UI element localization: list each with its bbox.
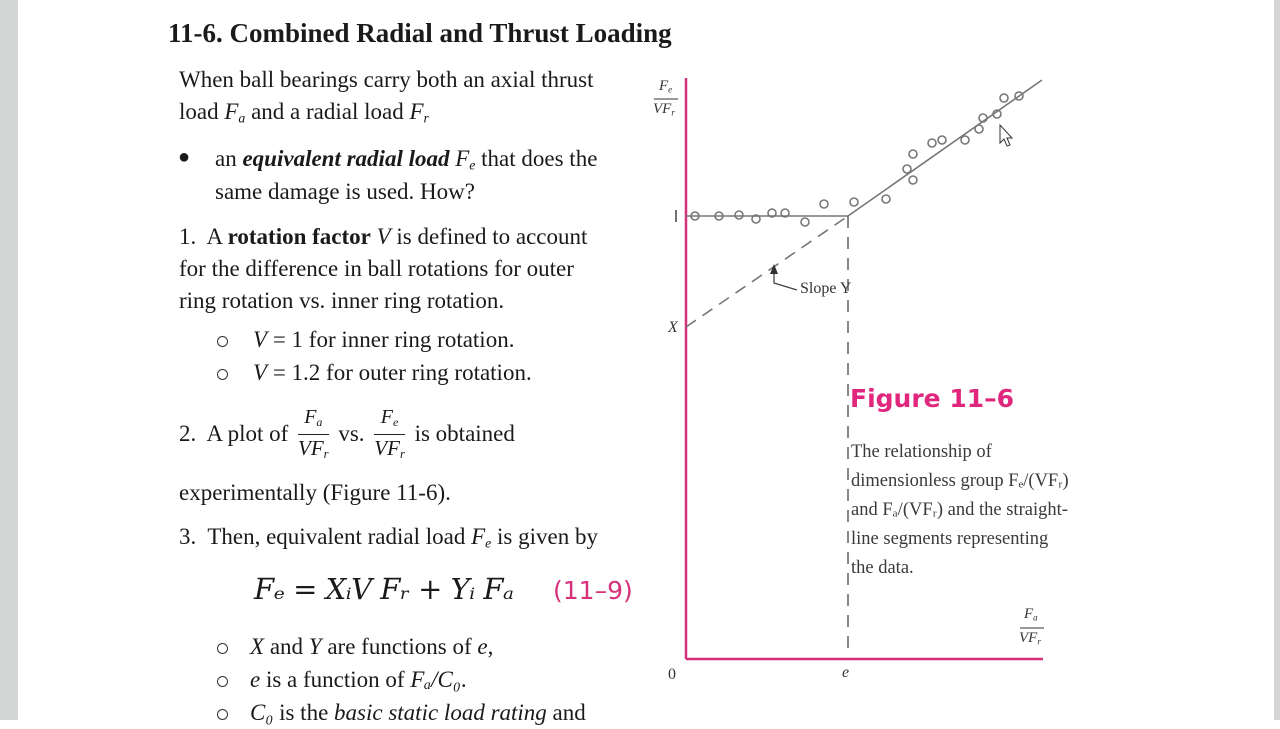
data-points bbox=[691, 92, 1023, 226]
slope-annotation: Slope Y bbox=[800, 280, 852, 297]
item-1-line-2: for the difference in ball rotations for outer bbox=[179, 256, 574, 281]
x-tick-e: e bbox=[842, 664, 850, 681]
item-2-line-1: 2. A plot of $\frac{F_a}{VF_r}$ vs. $\frac{F_e}{VF_r}$ is obtained bbox=[179, 404, 515, 467]
y-axis-label-den: $VF_r$ bbox=[653, 101, 675, 118]
item-3-sub-2: e is a function of Fₐ/C₀. bbox=[250, 667, 467, 692]
fraction-fe-vfr: $\frac{F_e}{VF_r}$ bbox=[374, 405, 405, 461]
item-1-sub-1: V = 1 for inner ring rotation. bbox=[253, 327, 515, 352]
fraction-fa-vfr: $\frac{F_a}{VF_r}$ bbox=[298, 405, 329, 461]
item-1-line-3: ring rotation vs. inner ring rotation. bbox=[179, 288, 505, 313]
x-axis-label-num: $F_a$ bbox=[1024, 606, 1038, 623]
bullet-1-line-2: same damage is used. How? bbox=[215, 179, 475, 204]
sloped-segment bbox=[848, 80, 1042, 216]
bullet-1-line-1: an equivalent radial load $F_e$ that does the bbox=[215, 146, 598, 173]
x-axis-label-den: $VF_r$ bbox=[1019, 630, 1041, 647]
intro-line-1: When ball bearings carry both an axial thrust bbox=[179, 67, 594, 92]
item-2-line-2: experimentally (Figure 11-6). bbox=[179, 480, 451, 505]
intro-line-2: load $F_a$ and a radial load $F_r$ bbox=[179, 99, 429, 126]
figure-title: Figure 11–6 bbox=[850, 384, 1015, 413]
item-1-line-1: 1. A rotation factor V is defined to account bbox=[179, 224, 588, 249]
item-3-sub-3: C₀ is the basic static load rating and bbox=[250, 700, 586, 725]
dashed-extension bbox=[686, 216, 848, 327]
equation-number: (11–9) bbox=[553, 576, 633, 605]
item-3-line-1: 3. Then, equivalent radial load $F_e$ is given by bbox=[179, 524, 598, 551]
y-axis-label-num: $F_e$ bbox=[659, 78, 673, 95]
equation-11-9: Fₑ = XᵢV Fᵣ + Yᵢ Fₐ bbox=[254, 572, 514, 606]
bullet-icon: ● bbox=[178, 146, 191, 168]
item-3-sub-1: X and Y are functions of e, bbox=[250, 634, 494, 659]
item-1-sub-2: V = 1.2 for outer ring rotation. bbox=[253, 360, 532, 385]
y-tick-x: X bbox=[668, 319, 678, 336]
x-tick-0: 0 bbox=[668, 666, 676, 683]
mouse-cursor-icon bbox=[1000, 125, 1012, 146]
figure-caption: The relationship of dimensionless group Fₑ/(VFᵣ) and Fₐ/(VFᵣ) and the straight- line segments representing the data. bbox=[851, 442, 1069, 578]
section-title: 11-6. Combined Radial and Thrust Loading bbox=[168, 18, 672, 48]
